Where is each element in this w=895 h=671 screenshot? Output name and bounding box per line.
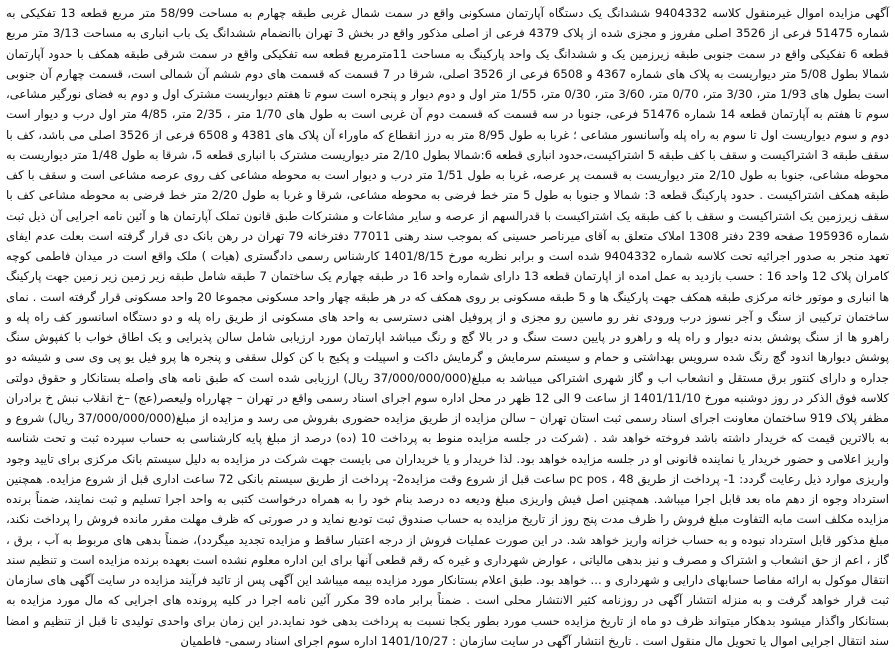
notice-body-text: آگهی مزایده اموال غیرمنقول کلاسه 9404332 ششدانگ یک دستگاه آپارتمان مسکونی واقع در سمت شمال غربی طبقه چهارم به مساحت 58/99 متر مربع قطعه 13 تفکیکی به شماره 51475 فرعی از 3526 اصلی مفروز و مجزی شده از پلاک 4379 فرعی از اصلی مذکور واقع در بخش 3 تهران باانضمام ششدانگ یک باب انباری به مساحت 3/13 متر مربع قطعه 6 تفکیکی واقع در سمت جنوبی طبقه زیرزمین یک و ششدانگ یک واحد پارکینگ به مساحت 11مترمربع قطعه سه تفکیکی واقع در سمت شرقی طبقه همکف با حدود آپارتمان شمالا بطول 5/08 متر دیواریست به پلاک های شماره 4367 و 6508 فرعی از 3526 اصلی، شرقا در 7 قسمت که قسمت های دوم ششم آن شمالی است، قسمت چهارم آن جنوبی است بطول های 1/93 متر، 3/30 متر، 0/70 متر، 3/60 متر، 0/30 متر، 1/55 متر اول و دوم دیوار و پنجره است سوم تا هفتم دیواریست مشترک اول و دوم به فضای نورگیر مشاعی، سوم تا هفتم به آپارتمان قطعه 14 شماره 51476 فرعی، جنوبا در سه قسمت که قسمت دوم آن غربی است به طول های 1/70 متر ، 2/35 متر، 4/85 متر اول درب و دیوار است دوم و سوم دیواریست اول تا سوم به راه پله وآسانسور مشاعی ؛ غربا به طول 8/95 متر به درز انقطاع که ماوراء آن پلاک های 4381 و 6508 فرعی از 3526 اصلی می باشد، کف با سقف طبقه 3 اشتراکیست و سقف با کف طبقه 5 اشتراکیست،حدود انباری قطعه 6:شمالا بطول 2/10 متر دیواریست مشترک با انباری قطعه 5، شرقا به طول 1/48 متر دیواریست به محوطه مشاعی، جنوبا به طول 2/10 متر دیواریست به قسمت پر عرصه، غربا به طول 1/51 متر درب و دیوار است به محوطه مشاعی کف روی عرصه مشاعی است و سقف با کف طبقه همکف اشتراکیست . حدود پارکینگ قطعه 3: شمالا و جنوبا به طول 5 متر خط فرضی به محوطه مشاعی، شرقا و غربا به طول 2/20 متر خط فرضی به محوطه مشاعی کف با سقف زیرزمین یک اشتراکیست و سقف با کف طبقه یک اشتراکیست با قدرالسهم از عرصه و سایر مشاعات و مشترکات طبق قانون تملک آپارتمان ها و آئین نامه اجرایی آن ذیل ثبت شماره 195936 صفحه 239 دفتر 1308 املاک متعلق به آقای میرناصر حسینی که بموجب سند رهنی 77011 دفترخانه 79 تهران در رهن بانک دی قرار گرفته است بعلت عدم ایفای تعهد منجر به صدور اجرائیه تحت کلاسه شماره 9404332 شده است و برابر نظریه مورخ 1401/8/15 کارشناس رسمی دادگستری (هیات ) ملک واقع است در میدان فاطمی کوچه کامران پلاک 12 واحد 16 : حسب بازدید به عمل امده از اپارتمان قطعه 13 دارای شماره واحد 16 در طبقه چهارم یک ساختمان 7 طبقه شامل طبقه زیر زمین زیر زمین جهت پارکینگ ها انباری و موتور خانه مرکزی طبقه همکف جهت پارکینگ ها و 5 طبقه مسکونی بر روی همکف که در هر طبقه چهار واحد مسکونی مجموعا 20 واحد مسکونی قرار گرفته است . نمای ساختمان ترکیبی از سنگ و آجر نسوز درب ورودی نفر رو ماسین رو مجزی و از پروفیل اهنی دسترسی به واحد های مسکونی از طریق راه پله و دو دستگاه اسانسور کف راه پله و راهرو ها از سنگ پوشش بدنه دیوار و راه پله و راهرو در پایین دست سنگ و در بالا گچ و رنگ میباشد اپارتمان مورد ارزیابی شامل سالن پذیرایی و یک اطاق خواب با کفپوش سنگ پوشش دیوارها اندود گچ رنگ شده سرویس بهداشتی و حمام و سیستم سرمایش و گرمایش داکت و اسپیلت و پکیج با کن کولل سقفی و پنجره ها پرو فیل یو پی وی سی و شیشه دو جداره و دارای کنتور برق مستقل و انشعاب اب و گاز شهری اشتراکی میباشد به مبلغ(37/000/000/000 ریال) ارزیابی شده است که طبق نامه های واصله بستانکار و حقوق دولتی کلاسه فوق الذکر در روز دوشنبه مورخ 1401/11/10 از ساعت 9 الی 12 ظهر در محل اداره سوم اجرای اسناد رسمی واقع در تهران – چهارراه ولیعصر(عج) –خ انقلاب نبش خ برادران مظفر پلاک 919 ساختمان معاونت اجرای اسناد رسمی ثبت استان تهران – سالن مزایده از طریق مزایده حضوری بفروش می رسد و مزایده از مبلغ(37/000/000/000 ریال) شروع و به بالاترین قیمت که خریدار داشته باشد فروخته خواهد شد . (شرکت در جلسه مزایده منوط به پرداخت 10 (ده) درصد از مبلغ پایه کارشناسی به حساب سپرده ثبت و تحت شناسه واریز اعلامی و حضور خریدار یا نماینده قانونی او در جلسه مزایده خواهد بود. لذا خریدار و یا خریداران می بایست جهت شرکت در مزایده به دلیل سیستم بانک مرکزی برای تایید وجود واریزی موارد ذیل رعایت گردد: 1- پرداخت از طریق 48 ، pc pos ساعت قبل از شروع وقت مزایده2- پرداخت از طریق سیستم بانکی 72 ساعت اداری قبل از شروع مزایده. همچنین استرداد وجوه از دهم ماه بعد قابل اجرا میباشد. همچنین اصل فیش واریزی مبلغ ودیعه ده درصد بنام خود را به همراه درخواست کتبی به واحد اجرا تسلیم و ثبت نمایند، ضمناً برنده مزایده مکلف است مابه التفاوت مبلغ فروش را ظرف مدت پنج روز از تاریخ مزایده به حساب صندوق ثبت تودیع نماید و در صورتی که ظرف مهلت مقرر مانده فروش را پرداخت نکند، مبلغ مذکور قابل استرداد نبوده و به حساب خزانه واریز خواهد شد. در این صورت عملیات فروش از درجه اعتبار ساقط و مزایده تجدید میگردد)، ضمناً بدهی های مربوط به آب ، برق ، گاز ، اعم از حق انشعاب و اشتراک و مصرف و نیز بدهی مالیاتی ، عوارض شهرداری و غیره که رقم قطعی آنها برای این اداره معلوم نشده است بعهده برنده مزایده است و تنظیم سند انتقال موکول به ارائه مفاصا حسابهای دارایی و شهرداری و ... خواهد بود. طبق اعلام بستانکار مورد مزایده بیمه میباشد این آگهی پس از تائید فرآیند مزایده در سایت آگهی های سازمان ثبت قرار خواهد گرفت و به منزله انتشار آگهی در روزنامه کثیر الانتشار محلی است . ضمناً برابر ماده 39 مکرر آئین نامه اجرا در کلیه پرونده های اجرایی که مال مورد مزایده به بستانکار واگذار میشود بدهکار میتواند ظرف دو ماه از تاریخ مزایده حسب مورد بطور یکجا نسبت به پرداخت بدهی خود نماید.در این زمان برای واحدی تولیدی تا قبل از تنظیم و امضا سند انتقال اجرایی اموال یا تحویل مال منقول است . تاریخ انتشار آگهی در سایت سازمان : 1401/10/27 اداره سوم اجرای اسناد رسمی- فاطمیان [6,6,890,648]
